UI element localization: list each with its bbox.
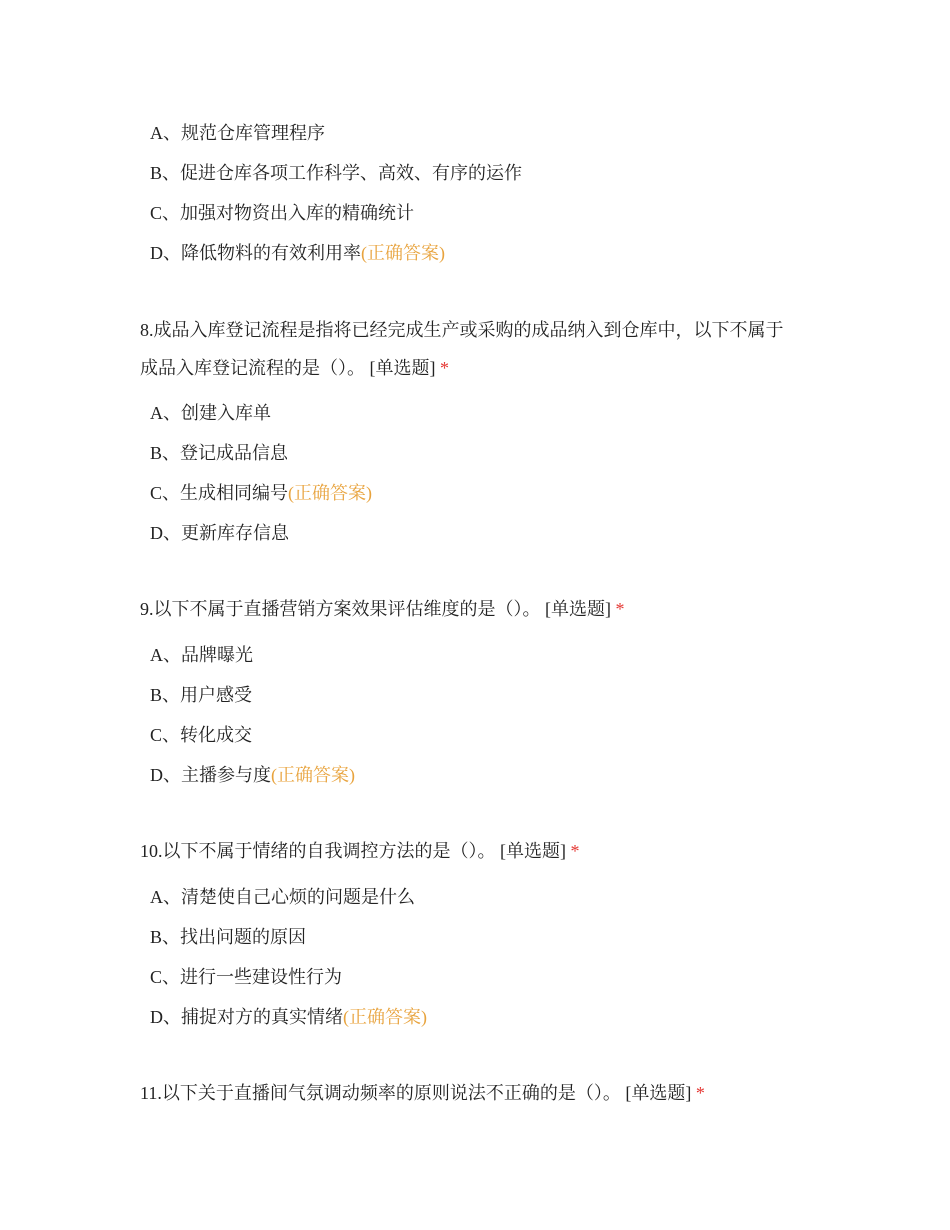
- q9-title: 9.以下不属于直播营销方案效果评估维度的是（）。 [单选题] *: [140, 599, 625, 619]
- q8-option-b: B、登记成品信息: [150, 443, 289, 463]
- required-mark: *: [570, 841, 580, 861]
- correct-answer-mark: (正确答案): [271, 765, 355, 785]
- q8-option-c: C、生成相同编号(正确答案): [150, 483, 373, 503]
- q8-title-line2: 成品入库登记流程的是（）。 [单选题] *: [140, 358, 449, 378]
- q10-option-d: D、捕捉对方的真实情绪(正确答案): [150, 1007, 427, 1027]
- q8-option-a: A、创建入库单: [150, 403, 271, 423]
- correct-answer-mark: (正确答案): [343, 1007, 427, 1027]
- q9-option-a: A、品牌曝光: [150, 645, 253, 665]
- q8-option-d: D、更新库存信息: [150, 523, 289, 543]
- q11-title: 11.以下关于直播间气氛调动频率的原则说法不正确的是（）。 [单选题] *: [140, 1083, 705, 1103]
- q9-option-d: D、主播参与度(正确答案): [150, 765, 355, 785]
- q7-option-b: B、促进仓库各项工作科学、高效、有序的运作: [150, 163, 523, 183]
- correct-answer-mark: (正确答案): [361, 243, 445, 263]
- required-mark: *: [615, 599, 625, 619]
- correct-answer-mark: (正确答案): [288, 483, 373, 503]
- q10-title: 10.以下不属于情绪的自我调控方法的是（）。 [单选题] *: [140, 841, 580, 861]
- q8-title-line1: 8.成品入库登记流程是指将已经完成生产或采购的成品纳入到仓库中，以下不属于: [140, 320, 784, 340]
- required-mark: *: [695, 1083, 705, 1103]
- q9-option-c: C、转化成交: [150, 725, 253, 745]
- q10-option-b: B、找出问题的原因: [150, 927, 307, 947]
- q7-option-c: C、加强对物资出入库的精确统计: [150, 203, 415, 223]
- q7-option-a: A、规范仓库管理程序: [150, 123, 325, 143]
- q10-option-c: C、进行一些建设性行为: [150, 967, 343, 987]
- q7-option-d: D、降低物料的有效利用率(正确答案): [150, 243, 445, 263]
- q10-option-a: A、清楚使自己心烦的问题是什么: [150, 887, 415, 907]
- required-mark: *: [440, 358, 449, 378]
- q9-option-b: B、用户感受: [150, 685, 253, 705]
